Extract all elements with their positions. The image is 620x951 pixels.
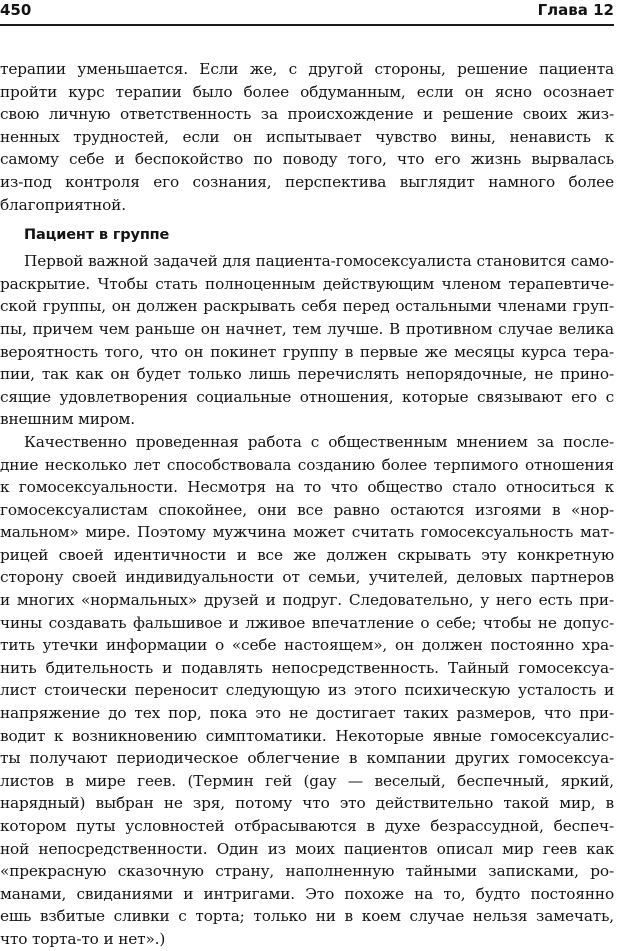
text-line: раскрытие. Чтобы стать полноценным действующим членом терапевтиче- (0, 274, 614, 293)
text-line: тить утечки информации о «себе настоящем», он должен постоянно хра- (0, 636, 614, 655)
text-line: свою личную ответственность за происхождение и решение своих жиз- (0, 105, 614, 124)
text-line: внешним миром. (0, 410, 135, 429)
text-line: и многих «нормальных» друзей и подруг. Следовательно, у него есть при- (0, 591, 614, 610)
text-line: гомосексуалистам спокойнее, они все равно остаются изгоями в «нор- (0, 500, 614, 519)
page-number: 450 (0, 1, 32, 19)
text-line: чины создавать фальшивое и лживое впечатление о себе; чтобы не допус- (0, 613, 614, 632)
text-line: ненных трудностей, если он испытывает чувство вины, ненависть к (0, 127, 614, 146)
text-line: дние несколько лет способствовала созданию более терпимого отношения (0, 455, 614, 474)
intro-text (0, 58, 614, 216)
text-line: нить бдительность и подавлять непосредственность. Тайный гомосексуа- (0, 658, 614, 677)
text-line: нарядный) выбран не зря, потому что это действительно такой мир, в (0, 794, 614, 813)
text-line: напряжение до тех пор, пока это не достигает таких размеров, что при- (0, 704, 614, 723)
text-line: котором путы условностей отбрасываются в духе безрассудной, беспеч- (0, 817, 614, 835)
text-line: ешь взбитые сливки с торта; только ни в коем случае нельзя замечать, (0, 907, 614, 926)
page-header (0, 0, 614, 26)
section-body (0, 250, 614, 950)
text-line: лист стоически переносит следующую из этого психическую усталость и (0, 681, 614, 700)
text-line: манами, свиданиями и интригами. Это похоже на то, будто постоянно (0, 884, 614, 903)
text-line: из-под контроля его сознания, перспектива выглядит намного более (0, 172, 614, 191)
text-line: «прекрасную сказочную страну, наполненную тайными записками, ро- (0, 862, 614, 881)
text-line: листов в мире геев. (Термин гей (gay — веселый, беспечный, яркий, (0, 771, 614, 790)
text-line: сторону своей индивидуальности от семьи, учителей, деловых партнеров (0, 568, 614, 587)
text-line: сящие удовлетворения социальные отношения, которые связывают его с (0, 387, 614, 406)
text-line: Качественно проведенная работа с общественным мнением за после- (24, 432, 614, 451)
text-line: благоприятной. (0, 195, 126, 214)
paragraph (0, 58, 614, 216)
paragraph (0, 250, 614, 431)
text-line: вероятность того, что он покинет группу в первые же месяцы курса тера- (0, 342, 614, 361)
text-line: что торта-то и нет».) (0, 929, 166, 948)
text-line: пии, так как он будет только лишь перечислять непорядочные, не прино- (0, 365, 614, 384)
text-line: пы, причем чем раньше он начнет, тем лучше. В противном случае велика (0, 319, 614, 338)
text-line: к гомосексуальности. Несмотря на то что общество стало относиться к (0, 478, 614, 497)
text-line: ной непосредственности. Один из моих пациентов описал мир геев как (0, 839, 614, 858)
text-line: водит к возникновению симптоматики. Некоторые явные гомосексуалис- (0, 726, 614, 745)
text-line: ты получают периодическое облегчение в компании других гомосексуа- (0, 749, 614, 768)
text-line: терапии уменьшается. Если же, с другой стороны, решение пациента (0, 60, 614, 78)
chapter-title: Глава 12 (537, 1, 614, 19)
text-line: мальном» мире. Поэтому мужчина может считать гомосексуальность мат- (0, 523, 614, 542)
text-line: Первой важной задачей для пациента-гомосексуалиста становится само- (24, 252, 614, 271)
section-heading: Пациент в группе (24, 227, 170, 244)
page-body (0, 58, 614, 951)
text-line: пройти курс терапии было более обдуманным, если он ясно осознает (0, 82, 614, 101)
paragraph (0, 431, 614, 951)
text-line: ской группы, он должен раскрывать себя перед остальными членами груп- (0, 297, 614, 316)
text-line: самому себе и беспокойство по поводу того, что его жизнь вырвалась (0, 150, 614, 169)
text-line: рицей своей идентичности и все же должен скрывать эту конкретную (0, 545, 614, 564)
